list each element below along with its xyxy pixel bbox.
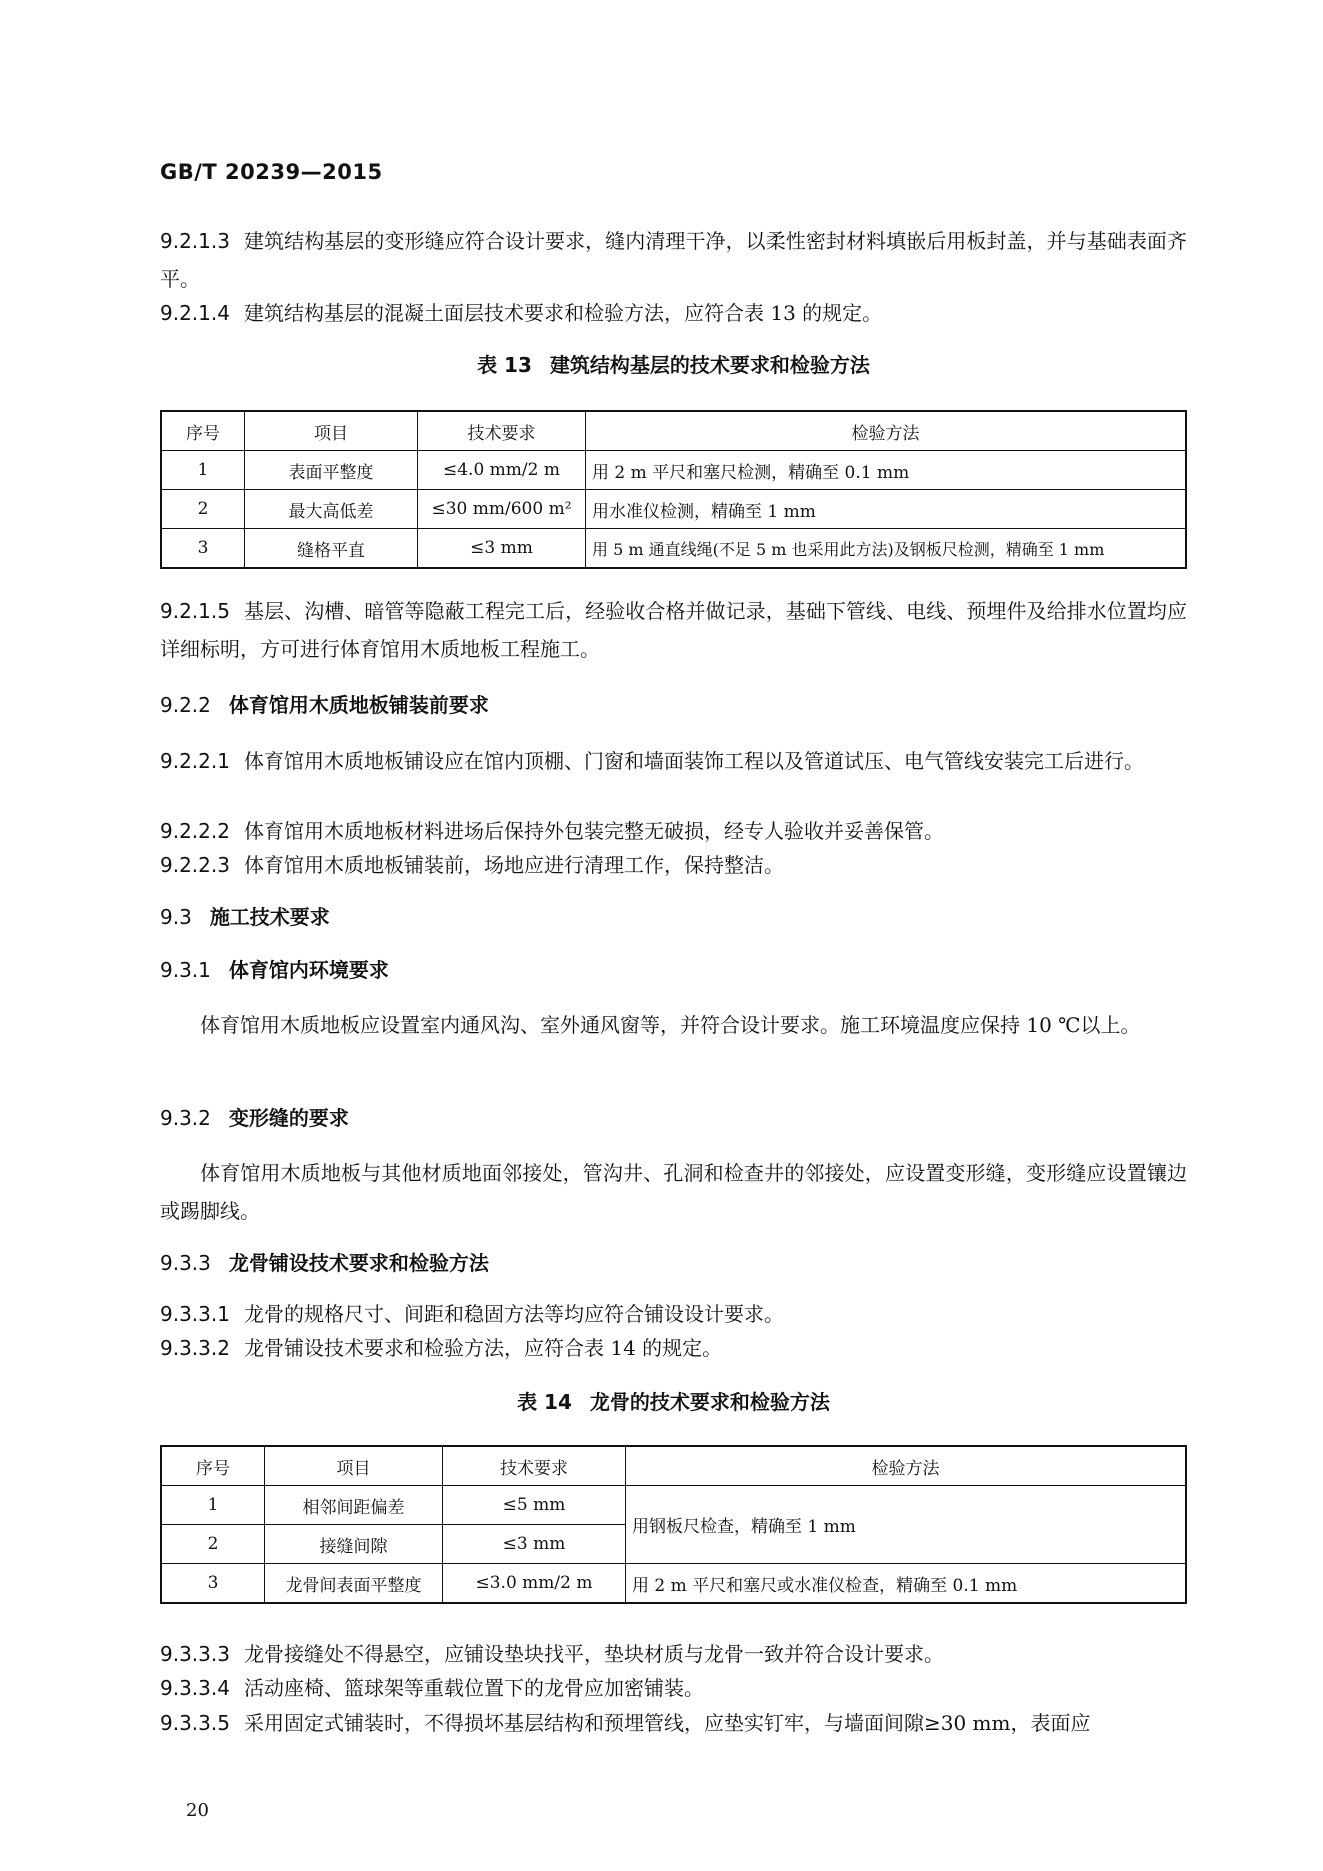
heading-number: 9.3 bbox=[160, 905, 192, 929]
col-header: 序号 bbox=[161, 1446, 265, 1486]
table-13 bbox=[160, 410, 1187, 569]
table-13-caption bbox=[160, 350, 1187, 380]
cell-no: 2 bbox=[161, 1525, 265, 1564]
clause-number: 9.3.3.5 bbox=[160, 1711, 230, 1735]
table-number: 表 14 bbox=[517, 1390, 572, 1414]
cell-item: 龙骨间表面平整度 bbox=[265, 1564, 443, 1604]
heading-number: 9.3.2 bbox=[160, 1106, 211, 1130]
clause-9-3-3-1 bbox=[160, 1295, 1187, 1333]
col-header: 序号 bbox=[161, 411, 245, 451]
cell-item: 缝格平直 bbox=[245, 529, 418, 569]
clause-number: 9.2.1.5 bbox=[160, 599, 230, 623]
clause-number: 9.2.2.2 bbox=[160, 819, 230, 843]
paragraph-9-3-1: 体育馆用木质地板应设置室内通风沟、室外通风窗等，并符合设计要求。施工环境温度应保持 10 ℃以上。 bbox=[200, 1013, 1141, 1037]
cell-method: 用水准仪检测，精确至 1 mm bbox=[586, 490, 1187, 529]
cell-item: 接缝间隙 bbox=[265, 1525, 443, 1564]
heading-title: 施工技术要求 bbox=[209, 905, 330, 929]
clause-text: 龙骨铺设技术要求和检验方法，应符合表 14 的规定。 bbox=[243, 1336, 723, 1360]
clause-number: 9.3.3.2 bbox=[160, 1336, 230, 1360]
cell-requirement: ≤3 mm bbox=[418, 529, 586, 569]
cell-requirement: ≤30 mm/600 m² bbox=[418, 490, 586, 529]
cell-method: 用 2 m 平尺和塞尺或水准仪检查，精确至 0.1 mm bbox=[626, 1564, 1187, 1604]
clause-number: 9.3.3.1 bbox=[160, 1302, 230, 1326]
table-row bbox=[161, 451, 1186, 490]
table-row bbox=[161, 490, 1186, 529]
clause-number: 9.3.3.3 bbox=[160, 1642, 230, 1666]
table-row bbox=[161, 1486, 1186, 1525]
cell-item: 相邻间距偏差 bbox=[265, 1486, 443, 1525]
standard-number: GB/T 20239—2015 bbox=[160, 160, 383, 184]
table-14 bbox=[160, 1445, 1187, 1604]
page-number: 20 bbox=[186, 1800, 209, 1821]
col-header: 项目 bbox=[245, 411, 418, 451]
heading-title: 龙骨铺设技术要求和检验方法 bbox=[228, 1251, 489, 1275]
cell-requirement: ≤4.0 mm/2 m bbox=[418, 451, 586, 490]
clause-9-2-1-4 bbox=[160, 294, 1187, 332]
clause-text: 体育馆用木质地板材料进场后保持外包装完整无破损，经专人验收并妥善保管。 bbox=[243, 819, 944, 843]
clause-number: 9.2.1.3 bbox=[160, 229, 230, 253]
cell-requirement: ≤3.0 mm/2 m bbox=[443, 1564, 626, 1604]
heading-number: 9.3.1 bbox=[160, 958, 211, 982]
clause-text: 建筑结构基层的混凝土面层技术要求和检验方法，应符合表 13 的规定。 bbox=[243, 301, 883, 325]
clause-text: 体育馆用木质地板铺设应在馆内顶棚、门窗和墙面装饰工程以及管道试压、电气管线安装完工后进行。 bbox=[243, 749, 1144, 773]
cell-no: 3 bbox=[161, 1564, 265, 1604]
clause-9-3-3-2 bbox=[160, 1329, 1187, 1367]
table-header-row bbox=[161, 411, 1186, 451]
cell-requirement: ≤3 mm bbox=[443, 1525, 626, 1564]
clause-9-2-2-3 bbox=[160, 846, 1187, 884]
col-header: 技术要求 bbox=[418, 411, 586, 451]
clause-text: 龙骨接缝处不得悬空，应铺设垫块找平，垫块材质与龙骨一致并符合设计要求。 bbox=[243, 1642, 944, 1666]
heading-9-3-1 bbox=[160, 955, 389, 985]
clause-number: 9.2.2.1 bbox=[160, 749, 230, 773]
clause-text: 龙骨的规格尺寸、间距和稳固方法等均应符合铺设设计要求。 bbox=[243, 1302, 784, 1326]
heading-9-3-2 bbox=[160, 1103, 349, 1133]
clause-9-3-3-3 bbox=[160, 1635, 1187, 1673]
table-row bbox=[161, 529, 1186, 569]
col-header: 检验方法 bbox=[626, 1446, 1187, 1486]
cell-requirement: ≤5 mm bbox=[443, 1486, 626, 1525]
clause-number: 9.2.2.3 bbox=[160, 853, 230, 877]
cell-no: 2 bbox=[161, 490, 245, 529]
clause-9-2-2-2 bbox=[160, 812, 1187, 850]
cell-method: 用 2 m 平尺和塞尺检测，精确至 0.1 mm bbox=[586, 451, 1187, 490]
table-number: 表 13 bbox=[477, 353, 532, 377]
table-title: 建筑结构基层的技术要求和检验方法 bbox=[549, 353, 870, 377]
clause-text: 活动座椅、篮球架等重载位置下的龙骨应加密铺装。 bbox=[243, 1676, 704, 1700]
cell-item: 表面平整度 bbox=[245, 451, 418, 490]
heading-9-2-2 bbox=[160, 690, 489, 720]
heading-number: 9.2.2 bbox=[160, 693, 211, 717]
heading-9-3 bbox=[160, 902, 330, 932]
clause-9-2-1-5 bbox=[160, 592, 1187, 668]
col-header: 检验方法 bbox=[586, 411, 1187, 451]
clause-9-3-3-4 bbox=[160, 1669, 1187, 1707]
clause-number: 9.3.3.4 bbox=[160, 1676, 230, 1700]
cell-no: 1 bbox=[161, 1486, 265, 1525]
paragraph-9-3-2: 体育馆用木质地板与其他材质地面邻接处，管沟井、孔洞和检查井的邻接处，应设置变形缝，变形缝应设置镶边或踢脚线。 bbox=[160, 1161, 1187, 1223]
clause-text: 采用固定式铺装时，不得损坏基层结构和预埋管线，应垫实钉牢，与墙面间隙≥30 mm，表面应 bbox=[243, 1711, 1091, 1735]
clause-9-3-3-5 bbox=[160, 1704, 1187, 1742]
cell-method-merged: 用钢板尺检查，精确至 1 mm bbox=[626, 1486, 1187, 1564]
heading-title: 体育馆用木质地板铺装前要求 bbox=[228, 693, 489, 717]
clause-text: 体育馆用木质地板铺装前，场地应进行清理工作，保持整洁。 bbox=[243, 853, 784, 877]
heading-number: 9.3.3 bbox=[160, 1251, 211, 1275]
cell-item: 最大高低差 bbox=[245, 490, 418, 529]
cell-no: 3 bbox=[161, 529, 245, 569]
heading-title: 变形缝的要求 bbox=[228, 1106, 349, 1130]
clause-text: 建筑结构基层的变形缝应符合设计要求，缝内清理干净，以柔性密封材料填嵌后用板封盖，并与基础表面齐平。 bbox=[160, 229, 1187, 291]
table-14-caption bbox=[160, 1387, 1187, 1417]
clause-9-2-1-3 bbox=[160, 222, 1187, 298]
col-header: 技术要求 bbox=[443, 1446, 626, 1486]
col-header: 项目 bbox=[265, 1446, 443, 1486]
table-title: 龙骨的技术要求和检验方法 bbox=[589, 1390, 830, 1414]
heading-title: 体育馆内环境要求 bbox=[228, 958, 389, 982]
heading-9-3-3 bbox=[160, 1248, 489, 1278]
clause-9-2-2-1 bbox=[160, 742, 1187, 780]
clause-text: 基层、沟槽、暗管等隐蔽工程完工后，经验收合格并做记录，基础下管线、电线、预埋件及给排水位置均应详细标明，方可进行体育馆用木质地板工程施工。 bbox=[160, 599, 1187, 661]
table-header-row bbox=[161, 1446, 1186, 1486]
cell-method: 用 5 m 通直线绳(不足 5 m 也采用此方法)及钢板尺检测，精确至 1 mm bbox=[586, 529, 1187, 569]
table-row bbox=[161, 1564, 1186, 1604]
clause-number: 9.2.1.4 bbox=[160, 301, 230, 325]
cell-no: 1 bbox=[161, 451, 245, 490]
